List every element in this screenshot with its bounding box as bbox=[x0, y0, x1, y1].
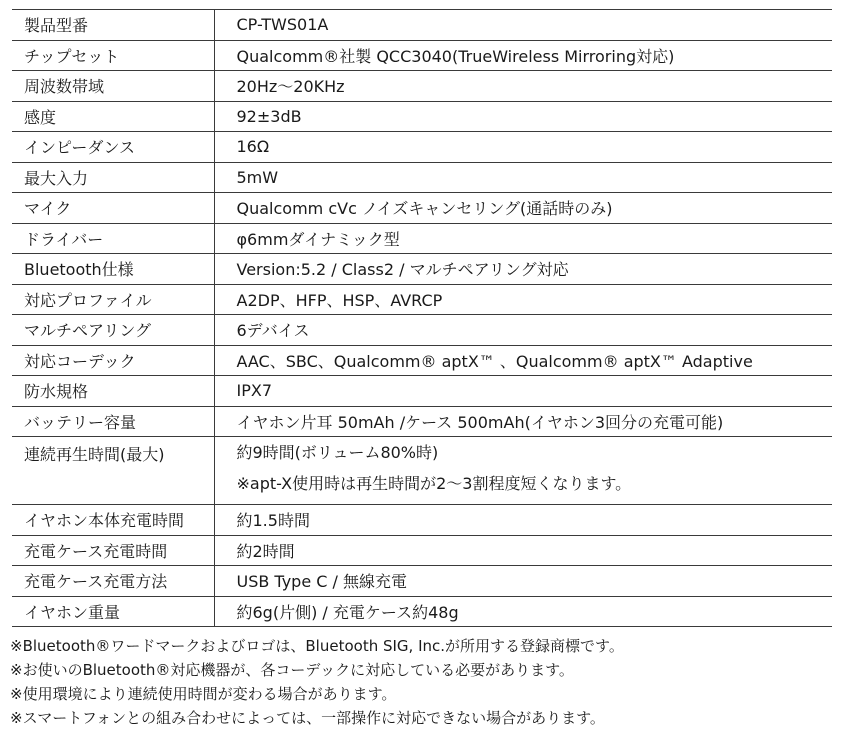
spec-row-weight bbox=[12, 596, 832, 627]
spec-value: AAC、SBC、Qualcomm® aptX™ 、Qualcomm® aptX™ Adaptive bbox=[214, 345, 832, 376]
spec-label: 最大入力 bbox=[12, 162, 214, 193]
spec-row-chipset bbox=[12, 40, 832, 71]
spec-value: USB Type C / 無線充電 bbox=[214, 566, 832, 597]
spec-label: 周波数帯域 bbox=[12, 71, 214, 102]
spec-row-sensitivity bbox=[12, 101, 832, 132]
spec-label: 防水規格 bbox=[12, 376, 214, 407]
spec-label: インピーダンス bbox=[12, 132, 214, 163]
spec-label: 対応プロファイル bbox=[12, 284, 214, 315]
spec-row-impedance bbox=[12, 132, 832, 163]
spec-label: イヤホン重量 bbox=[12, 596, 214, 627]
spec-label: マルチペアリング bbox=[12, 315, 214, 346]
spec-value: CP-TWS01A bbox=[214, 10, 832, 41]
spec-label: 充電ケース充電時間 bbox=[12, 535, 214, 566]
spec-value: Qualcomm®社製 QCC3040(TrueWireless Mirroring対応) bbox=[214, 40, 832, 71]
spec-row-case-charge-time bbox=[12, 535, 832, 566]
spec-row-bluetooth bbox=[12, 254, 832, 285]
spec-row-multipairing bbox=[12, 315, 832, 346]
spec-value: 約2時間 bbox=[214, 535, 832, 566]
spec-label: 連続再生時間(最大) bbox=[12, 437, 214, 505]
spec-label: 対応コーデック bbox=[12, 345, 214, 376]
spec-value: 約6g(片側) / 充電ケース約48g bbox=[214, 596, 832, 627]
spec-row-profiles bbox=[12, 284, 832, 315]
spec-value: 20Hz〜20KHz bbox=[214, 71, 832, 102]
spec-label: 製品型番 bbox=[12, 10, 214, 41]
spec-label: ドライバー bbox=[12, 223, 214, 254]
spec-row-earbud-charge-time bbox=[12, 505, 832, 536]
spec-row-playtime bbox=[12, 437, 832, 505]
spec-row-codecs bbox=[12, 345, 832, 376]
spec-row-waterproof bbox=[12, 376, 832, 407]
spec-value: Qualcomm cVc ノイズキャンセリング(通話時のみ) bbox=[214, 193, 832, 224]
footnote: ※使用環境により連続使用時間が変わる場合があります。 bbox=[10, 685, 397, 703]
footnote: ※スマートフォンとの組み合わせによっては、一部操作に対応できない場合があります。 bbox=[10, 709, 605, 727]
footnote: ※Bluetooth®ワードマークおよびロゴは、Bluetooth SIG, Inc.が所用する登録商標です。 bbox=[10, 637, 624, 655]
spec-label: マイク bbox=[12, 193, 214, 224]
spec-row-battery bbox=[12, 406, 832, 437]
spec-label: 充電ケース充電方法 bbox=[12, 566, 214, 597]
spec-row-model bbox=[12, 10, 832, 41]
spec-table bbox=[12, 9, 832, 627]
spec-value: φ6mmダイナミック型 bbox=[214, 223, 832, 254]
spec-label: バッテリー容量 bbox=[12, 406, 214, 437]
spec-row-max-input bbox=[12, 162, 832, 193]
spec-row-mic bbox=[12, 193, 832, 224]
spec-value bbox=[214, 437, 832, 505]
spec-row-case-charge-method bbox=[12, 566, 832, 597]
spec-value: 5mW bbox=[214, 162, 832, 193]
spec-label: チップセット bbox=[12, 40, 214, 71]
spec-value: 約1.5時間 bbox=[214, 505, 832, 536]
spec-value: Version:5.2 / Class2 / マルチペアリング対応 bbox=[214, 254, 832, 285]
spec-value: 6デバイス bbox=[214, 315, 832, 346]
spec-value-line: 約9時間(ボリューム80%時) bbox=[236, 443, 439, 462]
spec-value: 16Ω bbox=[214, 132, 832, 163]
footnotes bbox=[10, 634, 840, 730]
spec-label: Bluetooth仕様 bbox=[12, 254, 214, 285]
spec-row-driver bbox=[12, 223, 832, 254]
spec-value: 92±3dB bbox=[214, 101, 832, 132]
spec-value: イヤホン片耳 50mAh /ケース 500mAh(イヤホン3回分の充電可能) bbox=[214, 406, 832, 437]
spec-value-note: ※apt-X使用時は再生時間が2〜3割程度短くなります。 bbox=[236, 474, 632, 493]
spec-label: イヤホン本体充電時間 bbox=[12, 505, 214, 536]
spec-label: 感度 bbox=[12, 101, 214, 132]
spec-value: IPX7 bbox=[214, 376, 832, 407]
spec-row-frequency bbox=[12, 71, 832, 102]
spec-value: A2DP、HFP、HSP、AVRCP bbox=[214, 284, 832, 315]
footnote: ※お使いのBluetooth®対応機器が、各コーデックに対応している必要があります。 bbox=[10, 661, 574, 679]
